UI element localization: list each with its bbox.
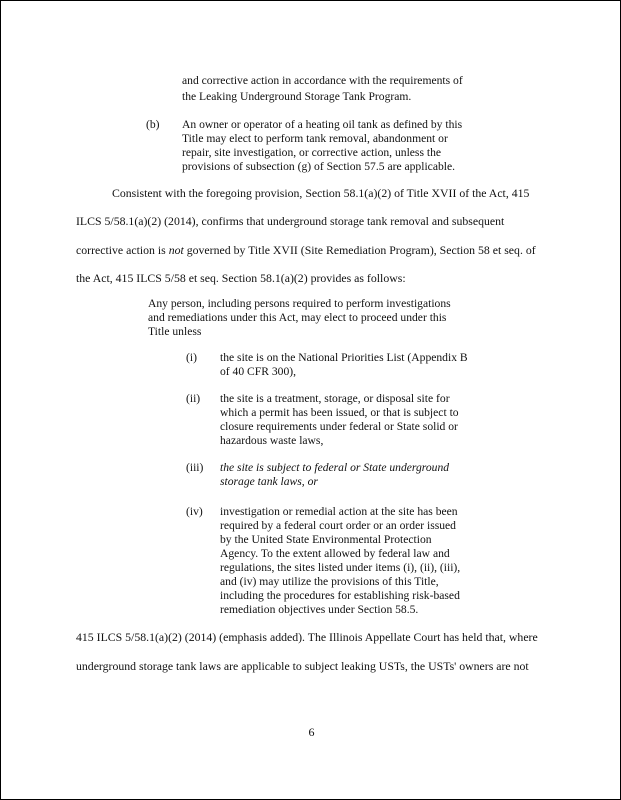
item-label: (i) bbox=[186, 351, 197, 364]
para1-line bbox=[76, 243, 536, 257]
item-line: by the United State Environmental Protection bbox=[220, 533, 432, 546]
item-line: the site is on the National Priorities List (Appendix B bbox=[220, 351, 468, 364]
item-label: (ii) bbox=[186, 392, 201, 405]
block1-line: the Leaking Underground Storage Tank Program. bbox=[182, 90, 412, 103]
item-line-emphasis: storage tank laws, or bbox=[220, 475, 318, 488]
item-line: required by a federal court order or an order issued bbox=[220, 519, 456, 532]
item-b-line: provisions of subsection (g) of Section 57.5 are applicable. bbox=[182, 160, 456, 173]
block1-line: and corrective action in accordance with the requirements of bbox=[182, 74, 463, 87]
para1-line: ILCS 5/58.1(a)(2) (2014), confirms that underground storage tank removal and subsequent bbox=[76, 214, 505, 228]
item-line-emphasis: the site is subject to federal or State underground bbox=[220, 461, 450, 474]
item-b-line: An owner or operator of a heating oil tank as defined by this bbox=[182, 118, 463, 131]
item-line: hazardous waste laws, bbox=[220, 434, 324, 447]
item-line: remediation objectives under Section 58.5. bbox=[220, 603, 419, 616]
item-line: and (iv) may utilize the provisions of this Title, bbox=[220, 575, 439, 588]
para1-text: governed by Title XVII (Site Remediation Program), Section 58 et seq. of bbox=[183, 243, 536, 257]
item-b-line: Title may elect to perform tank removal, abandonment or bbox=[182, 132, 448, 145]
para2-line: 415 ILCS 5/58.1(a)(2) (2014) (emphasis added). The Illinois Appellate Court has held that, where bbox=[76, 630, 538, 644]
item-label: (iv) bbox=[186, 505, 203, 518]
page-number: 6 bbox=[308, 725, 315, 739]
item-line: regulations, the sites listed under items (i), (ii), (iii), bbox=[220, 561, 461, 574]
item-b-label: (b) bbox=[146, 118, 160, 131]
item-b-line: repair, site investigation, or corrective action, unless the bbox=[182, 146, 442, 159]
item-line: which a permit has been issued, or that is subject to bbox=[220, 406, 459, 419]
quote-line: Any person, including persons required to perform investigations bbox=[148, 297, 451, 310]
para1-line: Consistent with the foregoing provision, Section 58.1(a)(2) of Title XVII of the Act, 415 bbox=[112, 186, 530, 200]
quote-line: Title unless bbox=[148, 325, 202, 338]
item-label: (iii) bbox=[186, 461, 204, 474]
para1-emphasis: not bbox=[168, 243, 184, 257]
item-line: investigation or remedial action at the site has been bbox=[220, 505, 458, 518]
item-line: including the procedures for establishing risk-based bbox=[220, 589, 460, 602]
quote-line: and remediations under this Act, may elect to proceed under this bbox=[148, 311, 447, 324]
para2-line: underground storage tank laws are applicable to subject leaking USTs, the USTs' owners are not bbox=[76, 659, 529, 673]
item-line: Agency. To the extent allowed by federal law and bbox=[220, 547, 450, 560]
item-line: of 40 CFR 300), bbox=[220, 365, 297, 378]
para1-text: corrective action is bbox=[76, 243, 169, 257]
item-line: the site is a treatment, storage, or disposal site for bbox=[220, 392, 450, 405]
para1-line: the Act, 415 ILCS 5/58 et seq. Section 58.1(a)(2) provides as follows: bbox=[76, 271, 406, 285]
item-line: closure requirements under federal or State solid or bbox=[220, 420, 458, 433]
